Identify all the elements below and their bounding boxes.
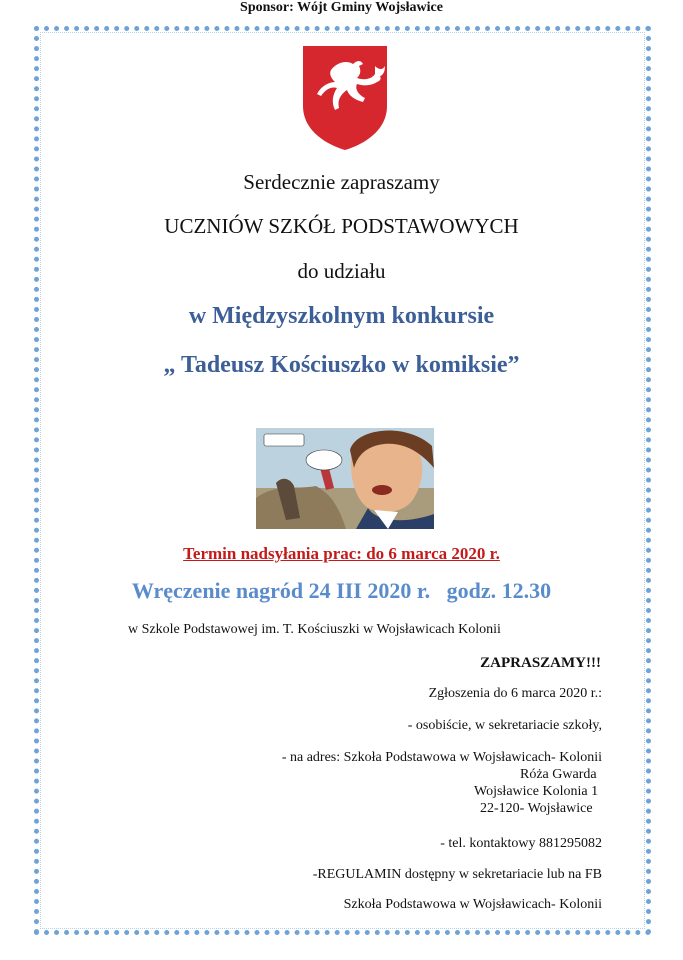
phone-line: - tel. kontaktowy 881295082 <box>440 836 602 851</box>
address-street: Wojsławice Kolonia 1 <box>474 784 599 799</box>
invitation-line: Serdecznie zapraszamy <box>243 170 440 194</box>
address-name: Róża Gwarda <box>520 767 597 782</box>
deadline-line: Termin nadsyłania prac: do 6 marca 2020 r. <box>183 544 500 563</box>
sponsor-line: Sponsor: Wójt Gminy Wojsławice <box>240 0 443 15</box>
signature-line: Szkoła Podstawowa w Wojsławicach- Kolonii <box>343 897 602 912</box>
in-person-line: - osobiście, w sekretariacie szkoły, <box>407 718 602 733</box>
comic-illustration <box>256 428 434 529</box>
address-line: - na adres: Szkoła Podstawowa w Wojsławicach- Kolonii <box>281 750 602 765</box>
audience-line: UCZNIÓW SZKÓŁ PODSTAWOWYCH <box>164 214 519 238</box>
contest-title: „ Tadeusz Kościuszko w komiksie” <box>163 352 520 378</box>
venue-line: w Szkole Podstawowej im. T. Kościuszki w Wojsławicach Kolonii <box>128 622 501 637</box>
contest-line: w Międzyszkolnym konkursie <box>188 303 495 329</box>
rules-line: -REGULAMIN dostępny w sekretariacie lub na FB <box>312 867 602 882</box>
address-postal: 22-120- Wojsławice <box>480 801 593 816</box>
participation-line: do udziału <box>297 259 386 283</box>
submissions-line: Zgłoszenia do 6 marca 2020 r.: <box>428 686 602 701</box>
coat-of-arms-icon <box>301 44 389 152</box>
invite-exclamation: ZAPRASZAMY!!! <box>480 655 601 671</box>
award-ceremony-line: Wręczenie nagród 24 III 2020 r. godz. 12.30 <box>131 578 552 603</box>
